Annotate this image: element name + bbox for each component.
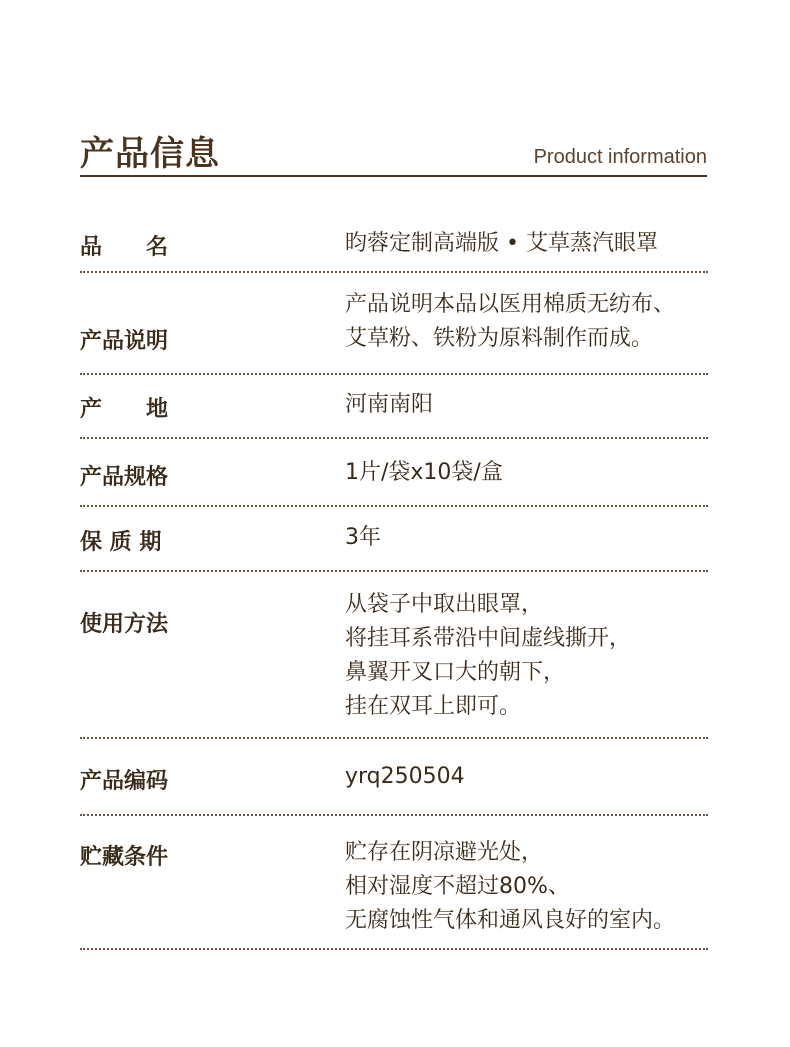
value-line: 鼻翼开叉口大的朝下， [345,660,566,685]
row-value [345,388,433,422]
value-line: 1片/袋x10袋/盒 [345,460,503,485]
row-value [345,227,658,261]
page-title: 产品信息 [80,134,220,174]
value-line: 艾草粉、铁粉为原料制作而成。 [345,326,654,351]
row-label: 使用方法 [80,612,169,637]
page-subtitle: Product information [533,146,707,168]
row-value [345,288,675,356]
value-line: 无腐蚀性气体和通风良好的室内。 [345,908,676,933]
info-row-description [80,273,708,375]
info-row-usage [80,572,708,739]
row-value [345,521,381,555]
row-label: 产品规格 [80,465,169,490]
value-line: 贮存在阴凉避光处， [345,840,544,865]
row-label: 贮藏条件 [80,845,169,870]
row-value [345,836,675,938]
row-value [345,456,503,490]
value-line: 昀蓉定制高端版 • 艾草蒸汽眼罩 [345,231,658,256]
row-label: 保 质 期 [80,530,162,555]
info-row-storage [80,816,708,950]
value-line: 3年 [345,525,381,550]
row-label: 产 地 [80,397,169,422]
info-row-code [80,739,708,816]
info-row-origin [80,375,708,439]
info-row-spec [80,439,708,507]
value-line: 挂在双耳上即可。 [345,694,522,719]
row-value [345,760,465,794]
row-label: 品 名 [80,235,169,260]
info-row-shelf-life [80,507,708,572]
value-line: 从袋子中取出眼罩， [345,592,544,617]
value-line: yrq250504 [345,764,465,789]
value-line: 产品说明本品以医用棉质无纺布、 [345,292,676,317]
value-line: 河南南阳 [345,392,434,417]
info-row-name [80,210,708,273]
row-value [345,588,631,724]
row-label: 产品说明 [80,329,169,354]
title-underline [80,175,707,177]
row-label: 产品编码 [80,769,169,794]
value-line: 将挂耳系带沿中间虚线撕开， [345,626,632,651]
value-line: 相对湿度不超过80%、 [345,874,570,899]
